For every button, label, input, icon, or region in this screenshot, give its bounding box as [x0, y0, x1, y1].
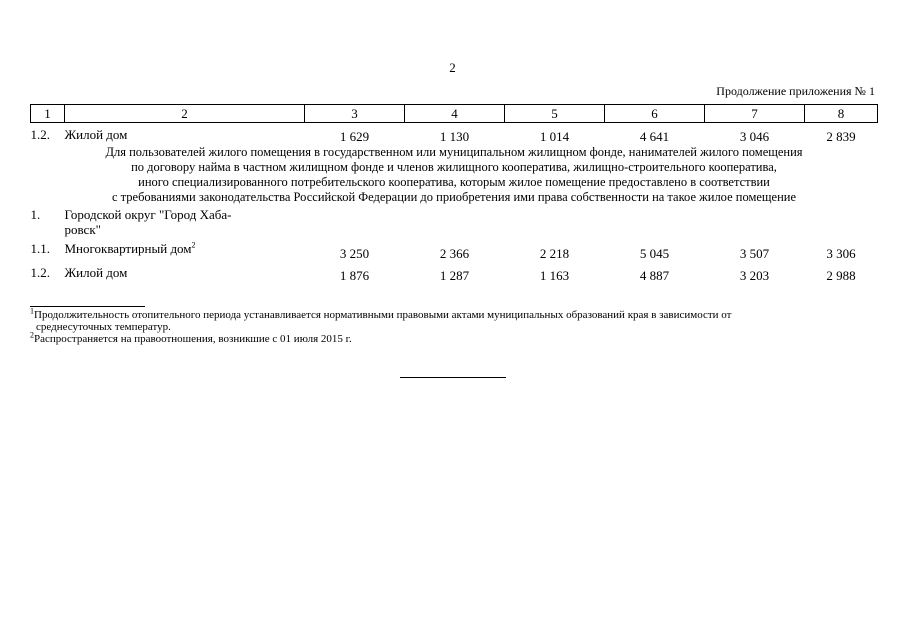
col-header-7: 7 — [705, 105, 805, 123]
footnote-text: Продолжительность отопительного периода устанавливается нормативными правовыми актами муниципальных образований края в зависимости от — [34, 309, 732, 321]
row-number: 1.2. — [30, 127, 50, 142]
footnote-divider — [30, 306, 145, 307]
row-name — [65, 241, 305, 265]
end-of-document-rule — [400, 377, 506, 378]
cell-value: 3 250 — [339, 245, 370, 261]
table-row — [31, 241, 878, 265]
footnote-text: Распространяется на правоотношения, возникшие с 01 июля 2015 г. — [34, 333, 352, 345]
footnote-mark: 1 — [30, 306, 34, 316]
col-header-5: 5 — [505, 105, 605, 123]
continuation-label: Продолжение приложения № 1 — [716, 84, 875, 98]
footnote-mark: 2 — [30, 330, 34, 340]
col-header-2: 2 — [65, 105, 305, 123]
cell-value: 2 988 — [826, 267, 856, 283]
cell-value: 1 629 — [339, 128, 370, 144]
footnote-2 — [30, 330, 877, 345]
row-name: Жилой дом — [64, 265, 128, 280]
cell-value: 1 163 — [539, 267, 570, 283]
footnote-1-continuation: среднесуточных температур. — [36, 321, 171, 333]
footnote-mark: 2 — [191, 240, 196, 250]
section-heading-line: с требованиями законодательства Российской Федерации до приобретения ими права собственности на такое жилое помещение — [111, 190, 797, 204]
section-heading-line: иного специализированного потребительского кооператива, которым жилое помещение предоставлено в соответствии — [138, 175, 770, 189]
footnote-1 — [30, 306, 877, 321]
tariff-table — [30, 104, 878, 285]
cell-value: 2 218 — [539, 245, 570, 261]
cell-value: 1 287 — [439, 267, 470, 283]
page-number: 2 — [449, 60, 456, 75]
row-name-line: ровск" — [64, 222, 101, 237]
col-header-3: 3 — [305, 105, 405, 123]
col-header-1: 1 — [31, 105, 65, 123]
section-heading-line: по договору найма в частном жилищном фонде и членов жилищного кооператива, жилищно-строительного кооператива, — [131, 160, 777, 174]
row-number: 1.1. — [30, 241, 50, 256]
cell-value: 5 045 — [639, 245, 670, 261]
cell-value: 4 887 — [639, 267, 670, 283]
section-heading-row — [31, 145, 878, 205]
section-heading — [31, 145, 878, 205]
cell-value: 2 366 — [439, 245, 470, 261]
row-name-text: Многоквартирный дом — [64, 241, 192, 256]
table-row — [31, 205, 878, 241]
cell-value: 1 130 — [439, 128, 470, 144]
row-number: 1.2. — [30, 265, 50, 280]
row-name — [65, 205, 305, 241]
row-name-line: Городской округ "Город Хаба- — [64, 207, 232, 222]
cell-value: 3 203 — [739, 267, 770, 283]
table-row — [31, 123, 878, 146]
cell-value: 4 641 — [639, 128, 670, 144]
cell-value: 3 046 — [739, 128, 770, 144]
header-row — [31, 105, 878, 123]
cell-value: 3 306 — [826, 245, 856, 261]
col-header-6: 6 — [605, 105, 705, 123]
cell-value: 3 507 — [739, 245, 770, 261]
section-heading-line: Для пользователей жилого помещения в государственном или муниципальном жилищном фонде, нанимателей жилого помещения — [105, 145, 803, 159]
col-header-4: 4 — [405, 105, 505, 123]
row-number: 1. — [30, 207, 41, 222]
col-header-8: 8 — [805, 105, 878, 123]
cell-value: 1 876 — [339, 267, 370, 283]
table-row — [31, 265, 878, 285]
row-name: Жилой дом — [64, 127, 128, 142]
footnotes — [30, 306, 877, 345]
cell-value: 1 014 — [539, 128, 570, 144]
cell-value: 2 839 — [826, 128, 856, 144]
